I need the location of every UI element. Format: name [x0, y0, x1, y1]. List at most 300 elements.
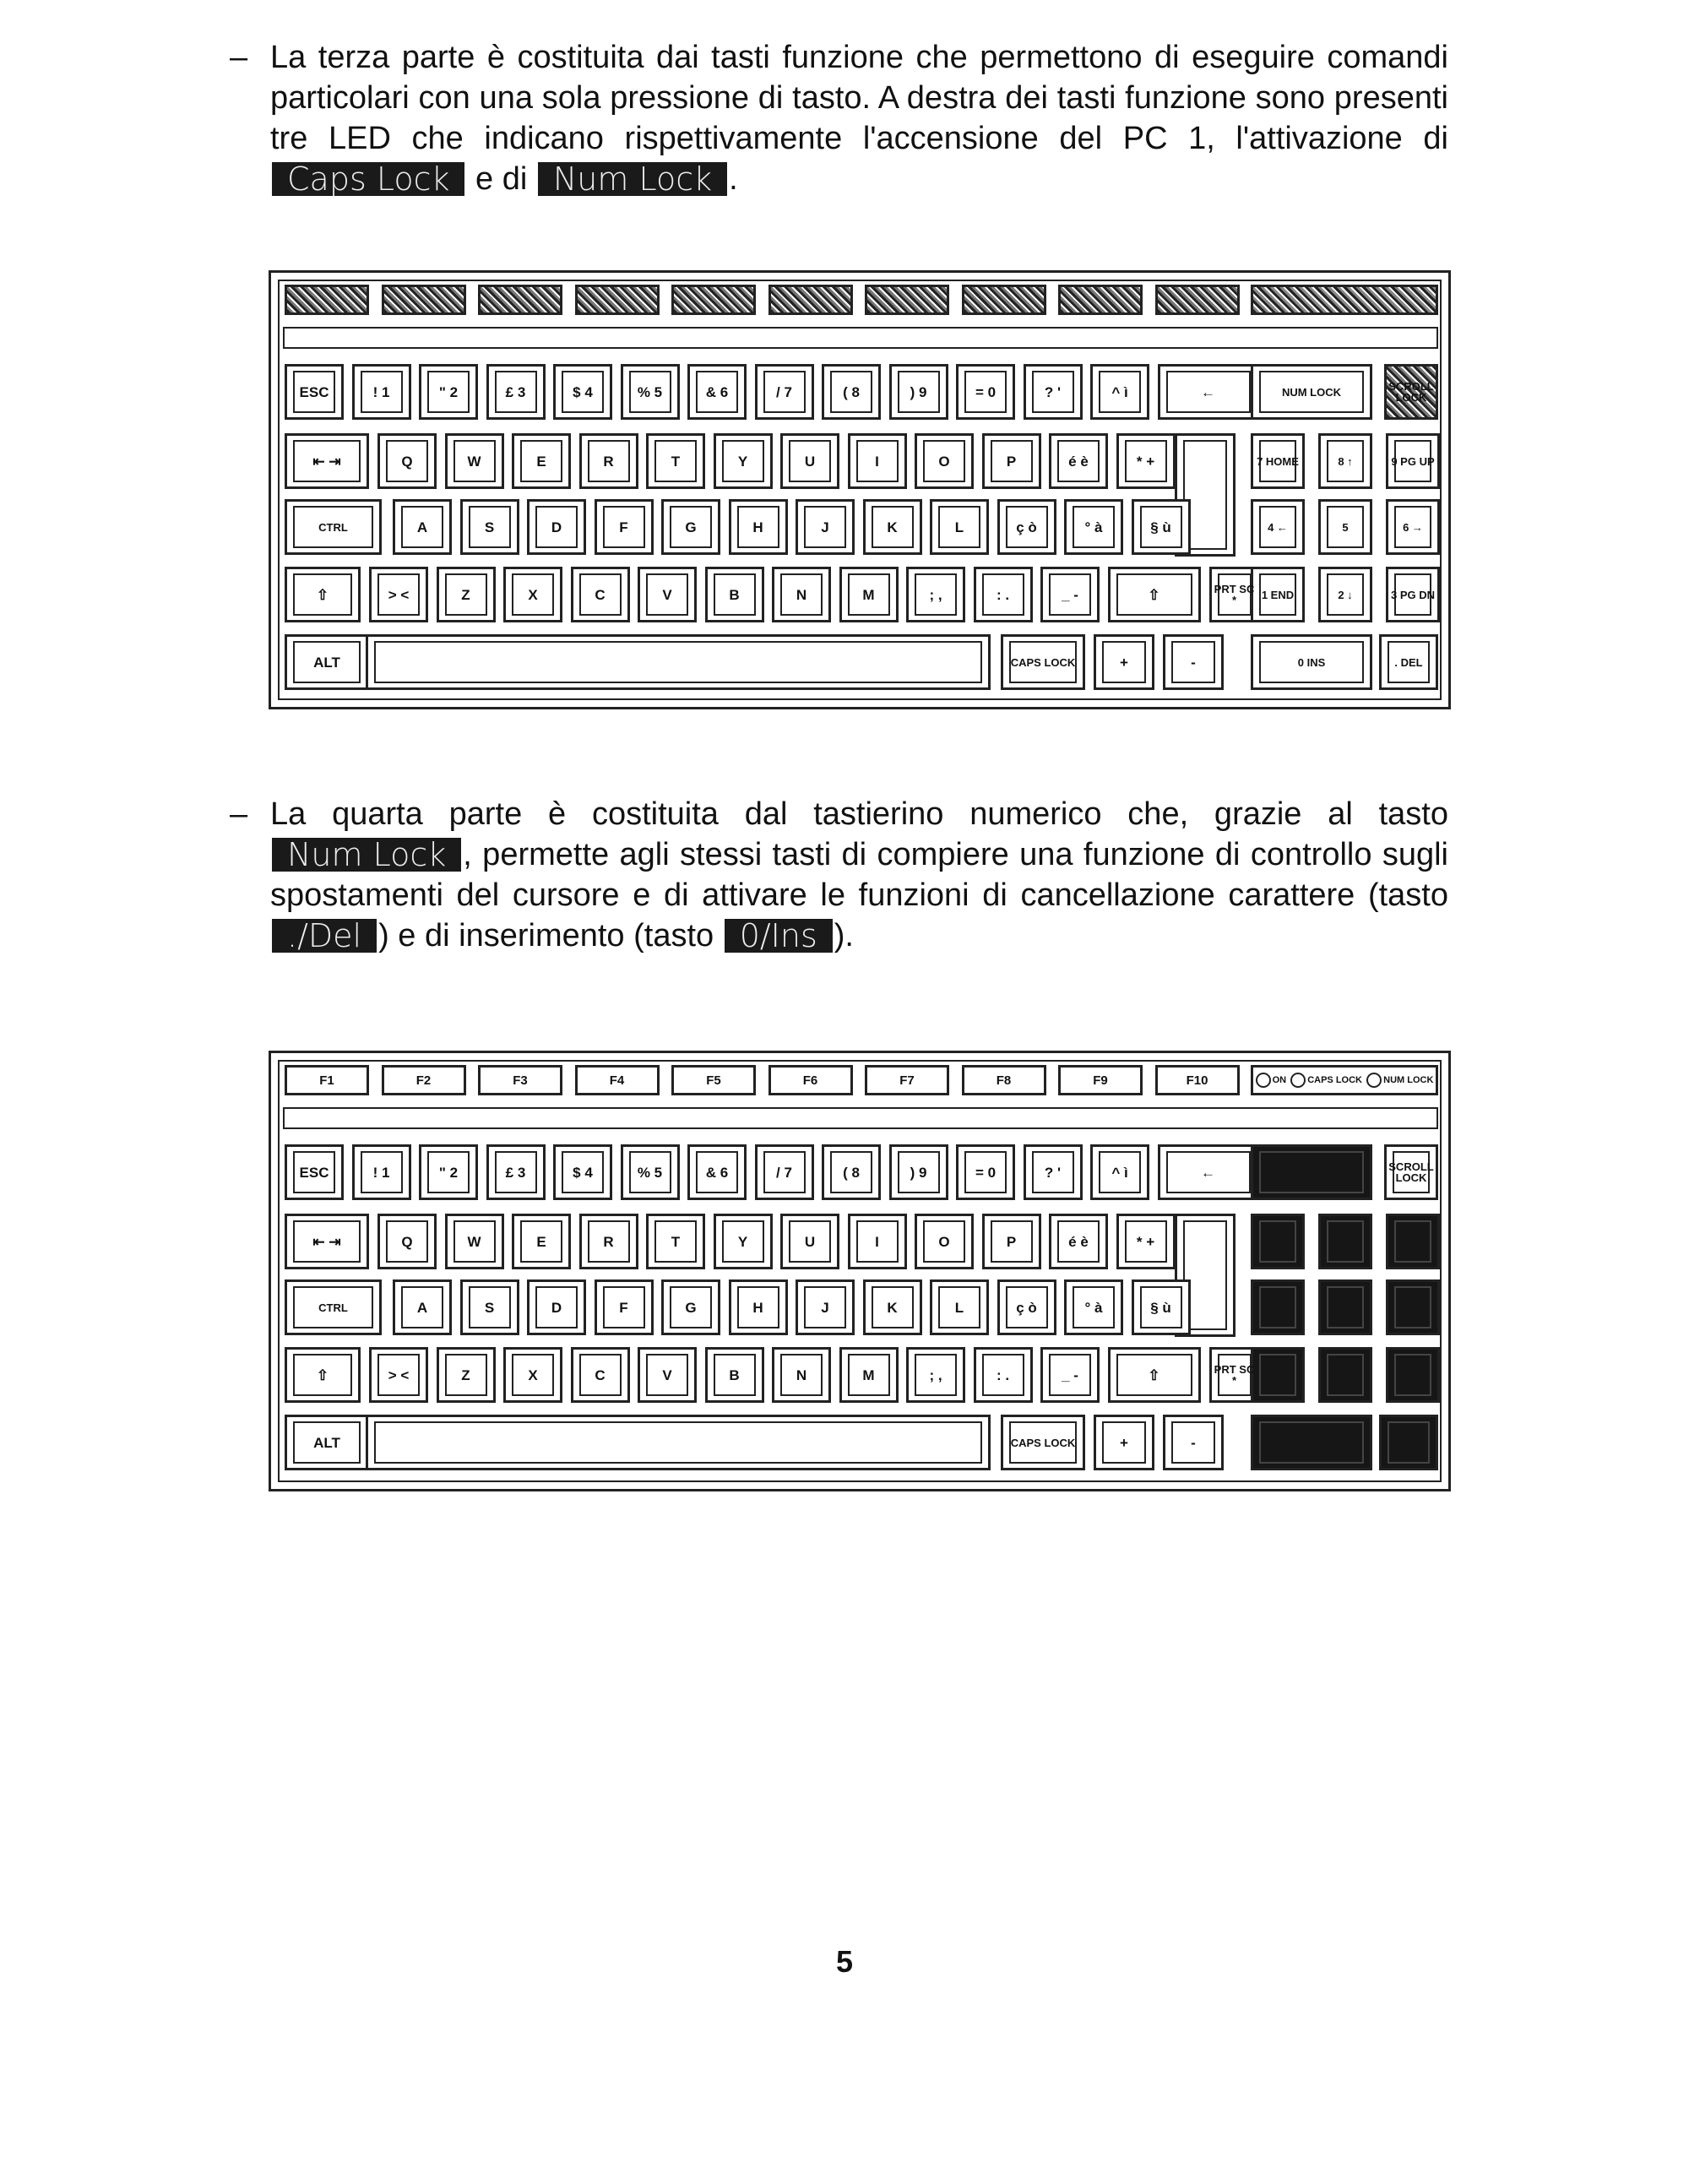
key-label: $ 4 [573, 383, 593, 400]
minus-key [1163, 634, 1224, 690]
key-label: H [752, 519, 763, 535]
key-label: ⇧ [1148, 586, 1160, 603]
key-z [437, 1347, 496, 1403]
key-label: * + [1136, 453, 1155, 470]
key-label: F8 [996, 1073, 1012, 1088]
function-key-f2 [382, 1065, 466, 1095]
key-label: D [551, 1299, 562, 1316]
function-key-f1 [285, 1065, 369, 1095]
key-symbol [1090, 364, 1149, 420]
minus-key [1163, 1415, 1224, 1470]
key-label: ; , [929, 586, 942, 603]
key-s [460, 499, 519, 555]
key-label: : . [996, 1366, 1010, 1383]
key-label: M [862, 586, 875, 603]
key-label: A [416, 519, 428, 535]
key-label: > < [388, 586, 410, 603]
numpad-key-6 [1386, 499, 1440, 555]
key-label: " 2 [438, 383, 459, 400]
key-symbol [1040, 567, 1100, 622]
led-circle-icon [1366, 1073, 1382, 1088]
key-label: CAPS LOCK [1010, 1436, 1076, 1449]
key-symbol [997, 499, 1056, 555]
key-label: 7 HOME [1257, 454, 1299, 468]
key-label: L [954, 519, 964, 535]
key-label: ⇤ ⇥ [312, 1233, 341, 1250]
key-symbol [1064, 1279, 1123, 1335]
key-8 [822, 364, 881, 420]
key-label: 4 ← [1268, 520, 1288, 534]
key-label: B [729, 1366, 740, 1383]
key-y [714, 1214, 773, 1269]
function-key-f7 [865, 285, 949, 315]
key-6 [687, 364, 747, 420]
key-label: G [685, 1299, 697, 1316]
keyboard-separator-bar [283, 1107, 1438, 1129]
numpad-key-0-ins [1251, 634, 1372, 690]
numpad-key-8 [1318, 433, 1372, 489]
function-key-f6 [768, 285, 853, 315]
key-x [503, 567, 562, 622]
key-m [839, 1347, 899, 1403]
key-7 [755, 1144, 814, 1200]
key-label: = 0 [975, 1164, 997, 1181]
key-label: ESC [299, 1164, 329, 1181]
key-symbol [1064, 499, 1123, 555]
key-label: F7 [899, 1073, 915, 1088]
key-label: L [954, 1299, 964, 1316]
key-symbol [1158, 1144, 1259, 1200]
key-label: £ 3 [505, 383, 526, 400]
numpad-key-5 [1318, 499, 1372, 555]
key-label: - [1191, 1434, 1196, 1451]
alt-key [285, 1415, 369, 1470]
function-key-f2 [382, 285, 466, 315]
caps-lock-key [1001, 634, 1085, 690]
key-label: ← [1201, 383, 1215, 400]
function-key-f8 [962, 1065, 1046, 1095]
function-key-f5 [671, 285, 756, 315]
key-label: 0 INS [1297, 655, 1326, 669]
key-a [393, 499, 452, 555]
key-label: § ù [1150, 519, 1171, 535]
key-label: Q [401, 453, 413, 470]
key-label: ç ò [1016, 1299, 1037, 1316]
paragraph-text: La terza parte è costituita dai tasti funzione che permettono di eseguire comandi particolari con una sola pressione di tasto. A destra dei tasti funzione sono presenti tre LED che indicano rispettivamente l'accensione del PC 1, l'attivazione di [270, 40, 1448, 156]
key-label: ? ' [1044, 383, 1062, 400]
numpad-key-del [1379, 634, 1438, 690]
key-b [705, 567, 764, 622]
numpad-key [1386, 1279, 1440, 1335]
key-i [848, 433, 907, 489]
numpad-key [1251, 1214, 1305, 1269]
key-label-num-lock: Num Lock [272, 838, 461, 872]
key-2 [419, 364, 478, 420]
key-label: NUM LOCK [1281, 385, 1342, 399]
key-5 [621, 364, 680, 420]
caps-lock-key [1001, 1415, 1085, 1470]
key-label: F10 [1186, 1073, 1208, 1088]
paragraph-text: , permette agli stessi tasti di compiere una funzione di controllo sugli spostamenti del cursore e di attivare le funzioni di cancellazione carattere (tasto [270, 837, 1448, 913]
key-label: + [1120, 1434, 1128, 1451]
led-indicator [1366, 1073, 1433, 1088]
key-label: O [938, 1233, 950, 1250]
key-symbol [285, 433, 369, 489]
key-z [437, 567, 496, 622]
key-label: é è [1068, 1233, 1089, 1250]
numpad-key-7-home [1251, 433, 1305, 489]
key-label: I [875, 1233, 879, 1250]
key-h [729, 1279, 788, 1335]
key-symbol [369, 1347, 428, 1403]
key-1 [352, 1144, 411, 1200]
key-symbol [1108, 567, 1201, 622]
key-label: S [484, 519, 495, 535]
function-key-f1 [285, 285, 369, 315]
numpad-key-3-pg-dn [1386, 567, 1440, 622]
paragraph-function-keys [230, 37, 1448, 199]
key-label: P [1006, 453, 1017, 470]
key-label: J [821, 1299, 829, 1316]
key-label: - [1191, 654, 1196, 671]
key-symbol [997, 1279, 1056, 1335]
numpad-key [1318, 1347, 1372, 1403]
led-label: ON [1272, 1075, 1287, 1085]
key-label: & 6 [705, 383, 729, 400]
key-label: F4 [609, 1073, 625, 1088]
key-label: ^ ì [1111, 1164, 1128, 1181]
key-symbol [1024, 364, 1083, 420]
led-label: NUM LOCK [1383, 1075, 1434, 1085]
key-label: / 7 [776, 383, 792, 400]
key-label: Z [461, 1366, 470, 1383]
key-label: T [671, 453, 681, 470]
key-label: SCROLL LOCK [1388, 1160, 1434, 1184]
key-label: C [595, 1366, 606, 1383]
paragraph-text: ). [834, 918, 854, 953]
key-label: = 0 [975, 383, 997, 400]
key-q [377, 433, 437, 489]
function-key-f4 [575, 285, 660, 315]
key-label: N [796, 586, 807, 603]
plus-key [1094, 634, 1154, 690]
key-label: ) 9 [910, 1164, 927, 1181]
key-label: ( 8 [843, 1164, 860, 1181]
key-i [848, 1214, 907, 1269]
key-3 [486, 364, 546, 420]
key-symbol [1049, 433, 1108, 489]
key-label: é è [1068, 453, 1089, 470]
key-label: V [662, 1366, 672, 1383]
key-label: R [603, 1233, 614, 1250]
key-label: ⇧ [316, 586, 329, 603]
key-label: G [685, 519, 697, 535]
key-v [638, 1347, 697, 1403]
key-ctrl [285, 499, 382, 555]
function-key-f3 [478, 285, 562, 315]
key-label: ALT [313, 1434, 340, 1451]
key-label: 5 [1342, 520, 1349, 534]
led-indicator [1290, 1073, 1362, 1088]
function-key-f4 [575, 1065, 660, 1095]
key-g [661, 499, 720, 555]
key-label: M [862, 1366, 875, 1383]
key-v [638, 567, 697, 622]
key-symbol [1049, 1214, 1108, 1269]
key-label: X [528, 1366, 538, 1383]
key-0 [956, 364, 1015, 420]
key-symbol [974, 567, 1033, 622]
key-label: E [536, 453, 546, 470]
key-esc [285, 364, 344, 420]
key-label: CAPS LOCK [1010, 655, 1076, 669]
key-symbol [1090, 1144, 1149, 1200]
key-o [915, 433, 974, 489]
led-circle-icon [1256, 1073, 1271, 1088]
numpad-key [1318, 1279, 1372, 1335]
key-2 [419, 1144, 478, 1200]
key-f [595, 1279, 654, 1335]
key-h [729, 499, 788, 555]
function-key-f9 [1058, 1065, 1143, 1095]
led-indicator-panel [1251, 1065, 1438, 1095]
function-key-f8 [962, 285, 1046, 315]
key-0 [956, 1144, 1015, 1200]
key-w [445, 433, 504, 489]
key-label: ⇧ [316, 1366, 329, 1383]
key-label: PRT SC * [1214, 1363, 1255, 1387]
key-symbol [906, 567, 965, 622]
key-symbol [1024, 1144, 1083, 1200]
numpad-key-9-pg-up [1386, 433, 1440, 489]
key-y [714, 433, 773, 489]
key-label: E [536, 1233, 546, 1250]
key-symbol [369, 567, 428, 622]
key-label: B [729, 586, 740, 603]
key-label: £ 3 [505, 1164, 526, 1181]
numpad-key [1386, 1347, 1440, 1403]
key-c [571, 567, 630, 622]
key-m [839, 567, 899, 622]
page-number: 5 [835, 1944, 854, 1979]
key-label: _ - [1062, 1366, 1078, 1383]
numpad-key [1386, 1214, 1440, 1269]
plus-key [1094, 1415, 1154, 1470]
key-p [982, 433, 1041, 489]
led-indicator-panel [1251, 285, 1438, 315]
paragraph-numeric-keypad [230, 794, 1448, 956]
key-label: O [938, 453, 950, 470]
key-g [661, 1279, 720, 1335]
key-label: Y [737, 1233, 748, 1250]
key-label: F3 [513, 1073, 528, 1088]
key-symbol [1108, 1347, 1201, 1403]
key-j [796, 1279, 855, 1335]
key-5 [621, 1144, 680, 1200]
numpad-key [1251, 1279, 1305, 1335]
key-label: 1 END [1261, 588, 1295, 601]
key-symbol [906, 1347, 965, 1403]
key-9 [889, 364, 948, 420]
key-label: A [416, 1299, 428, 1316]
key-label: N [796, 1366, 807, 1383]
key-label: F1 [319, 1073, 334, 1088]
key-label: ) 9 [910, 383, 927, 400]
key-label: ç ò [1016, 519, 1037, 535]
key-label: ( 8 [843, 383, 860, 400]
list-dash: – [230, 796, 248, 832]
key-label: " 2 [438, 1164, 459, 1181]
key-e [512, 1214, 571, 1269]
key-label: K [887, 1299, 898, 1316]
key-b [705, 1347, 764, 1403]
function-key-f10 [1155, 285, 1240, 315]
key-t [646, 1214, 705, 1269]
list-dash: – [230, 40, 248, 75]
key-j [796, 499, 855, 555]
key-label: > < [388, 1366, 410, 1383]
key-label: * + [1136, 1233, 1155, 1250]
key-label: F5 [706, 1073, 721, 1088]
key-8 [822, 1144, 881, 1200]
key-label: CTRL [318, 520, 348, 534]
key-q [377, 1214, 437, 1269]
numpad-key [1318, 1214, 1372, 1269]
key-4 [553, 1144, 612, 1200]
paragraph-text: La quarta parte è costituita dal tastierino numerico che, grazie al tasto [270, 796, 1448, 832]
scroll-lock-key [1384, 1144, 1438, 1200]
key-prt-sc [1209, 567, 1260, 622]
key-4 [553, 364, 612, 420]
key-label: ? ' [1044, 1164, 1062, 1181]
key-label-num-lock: Num Lock [538, 162, 727, 196]
key-label: C [595, 586, 606, 603]
paragraph-text: ) e di inserimento (tasto [378, 918, 723, 953]
function-key-f10 [1155, 1065, 1240, 1095]
function-key-f3 [478, 1065, 562, 1095]
key-label: H [752, 1299, 763, 1316]
key-label-caps-lock: Caps Lock [272, 162, 464, 196]
key-label: ° à [1084, 519, 1103, 535]
key-e [512, 433, 571, 489]
key-label: Q [401, 1233, 413, 1250]
key-w [445, 1214, 504, 1269]
key-label: P [1006, 1233, 1017, 1250]
key-k [863, 1279, 922, 1335]
numpad-key-1-end [1251, 567, 1305, 622]
function-key-f6 [768, 1065, 853, 1095]
key-label: 9 PG UP [1391, 454, 1435, 468]
key-label: : . [996, 586, 1010, 603]
key-label: PRT SC * [1214, 583, 1255, 606]
key-label: & 6 [705, 1164, 729, 1181]
key-label: F2 [415, 1073, 432, 1088]
key-label: ← [1201, 1164, 1215, 1181]
key-n [772, 1347, 831, 1403]
numpad-key-2 [1318, 567, 1372, 622]
key-prt-sc [1209, 1347, 1260, 1403]
key-label: § ù [1150, 1299, 1171, 1316]
key-label: U [804, 453, 816, 470]
function-key-f5 [671, 1065, 756, 1095]
numpad-key-decimal [1379, 1415, 1438, 1470]
key-l [930, 1279, 989, 1335]
keyboard-separator-bar [283, 327, 1438, 349]
key-label: ; , [929, 1366, 942, 1383]
key-label: X [528, 586, 538, 603]
numpad-key-zero [1251, 1415, 1372, 1470]
key-label: / 7 [776, 1164, 792, 1181]
key-symbol [1116, 1214, 1176, 1269]
key-label: Y [737, 453, 748, 470]
key-label: 2 ↓ [1338, 588, 1353, 601]
key-symbol [1116, 433, 1176, 489]
key-label: K [887, 519, 898, 535]
key-d [527, 1279, 586, 1335]
key-l [930, 499, 989, 555]
key-d [527, 499, 586, 555]
key-k [863, 499, 922, 555]
key-r [579, 1214, 638, 1269]
key-label: F [619, 1299, 628, 1316]
function-key-f9 [1058, 285, 1143, 315]
key-label: ^ ì [1111, 383, 1128, 400]
key-label: I [875, 453, 879, 470]
key-label: V [662, 586, 672, 603]
key-label: F9 [1093, 1073, 1108, 1088]
num-lock-key [1251, 364, 1372, 420]
key-a [393, 1279, 452, 1335]
keyboard-illustration-function-keys [269, 270, 1451, 709]
numpad-key-4 [1251, 499, 1305, 555]
key-1 [352, 364, 411, 420]
key-x [503, 1347, 562, 1403]
key-label: % 5 [637, 383, 663, 400]
key-r [579, 433, 638, 489]
numpad-key [1251, 1347, 1305, 1403]
key-label-del: ./Del [272, 919, 377, 953]
key-label: F [619, 519, 628, 535]
key-label: CTRL [318, 1301, 348, 1314]
key-label: $ 4 [573, 1164, 593, 1181]
key-3 [486, 1144, 546, 1200]
space-bar [366, 1415, 991, 1470]
key-label: + [1120, 654, 1128, 671]
key-label: R [603, 453, 614, 470]
led-label: CAPS LOCK [1307, 1075, 1362, 1085]
key-symbol [1158, 364, 1259, 420]
key-n [772, 567, 831, 622]
key-label: Z [461, 586, 470, 603]
key-symbol [285, 1214, 369, 1269]
led-indicator [1256, 1073, 1287, 1088]
key-label: F6 [802, 1073, 818, 1088]
key-symbol [285, 1347, 361, 1403]
paragraph-text: e di [466, 161, 536, 197]
key-label: ⇤ ⇥ [312, 453, 341, 470]
key-9 [889, 1144, 948, 1200]
key-label: ESC [299, 383, 329, 400]
key-label: ! 1 [372, 1164, 390, 1181]
key-esc [285, 1144, 344, 1200]
key-symbol [974, 1347, 1033, 1403]
num-lock-key [1251, 1144, 1372, 1200]
alt-key [285, 634, 369, 690]
key-label: . DEL [1394, 655, 1423, 669]
led-circle-icon [1290, 1073, 1306, 1088]
key-6 [687, 1144, 747, 1200]
key-label: ⇧ [1148, 1366, 1160, 1383]
